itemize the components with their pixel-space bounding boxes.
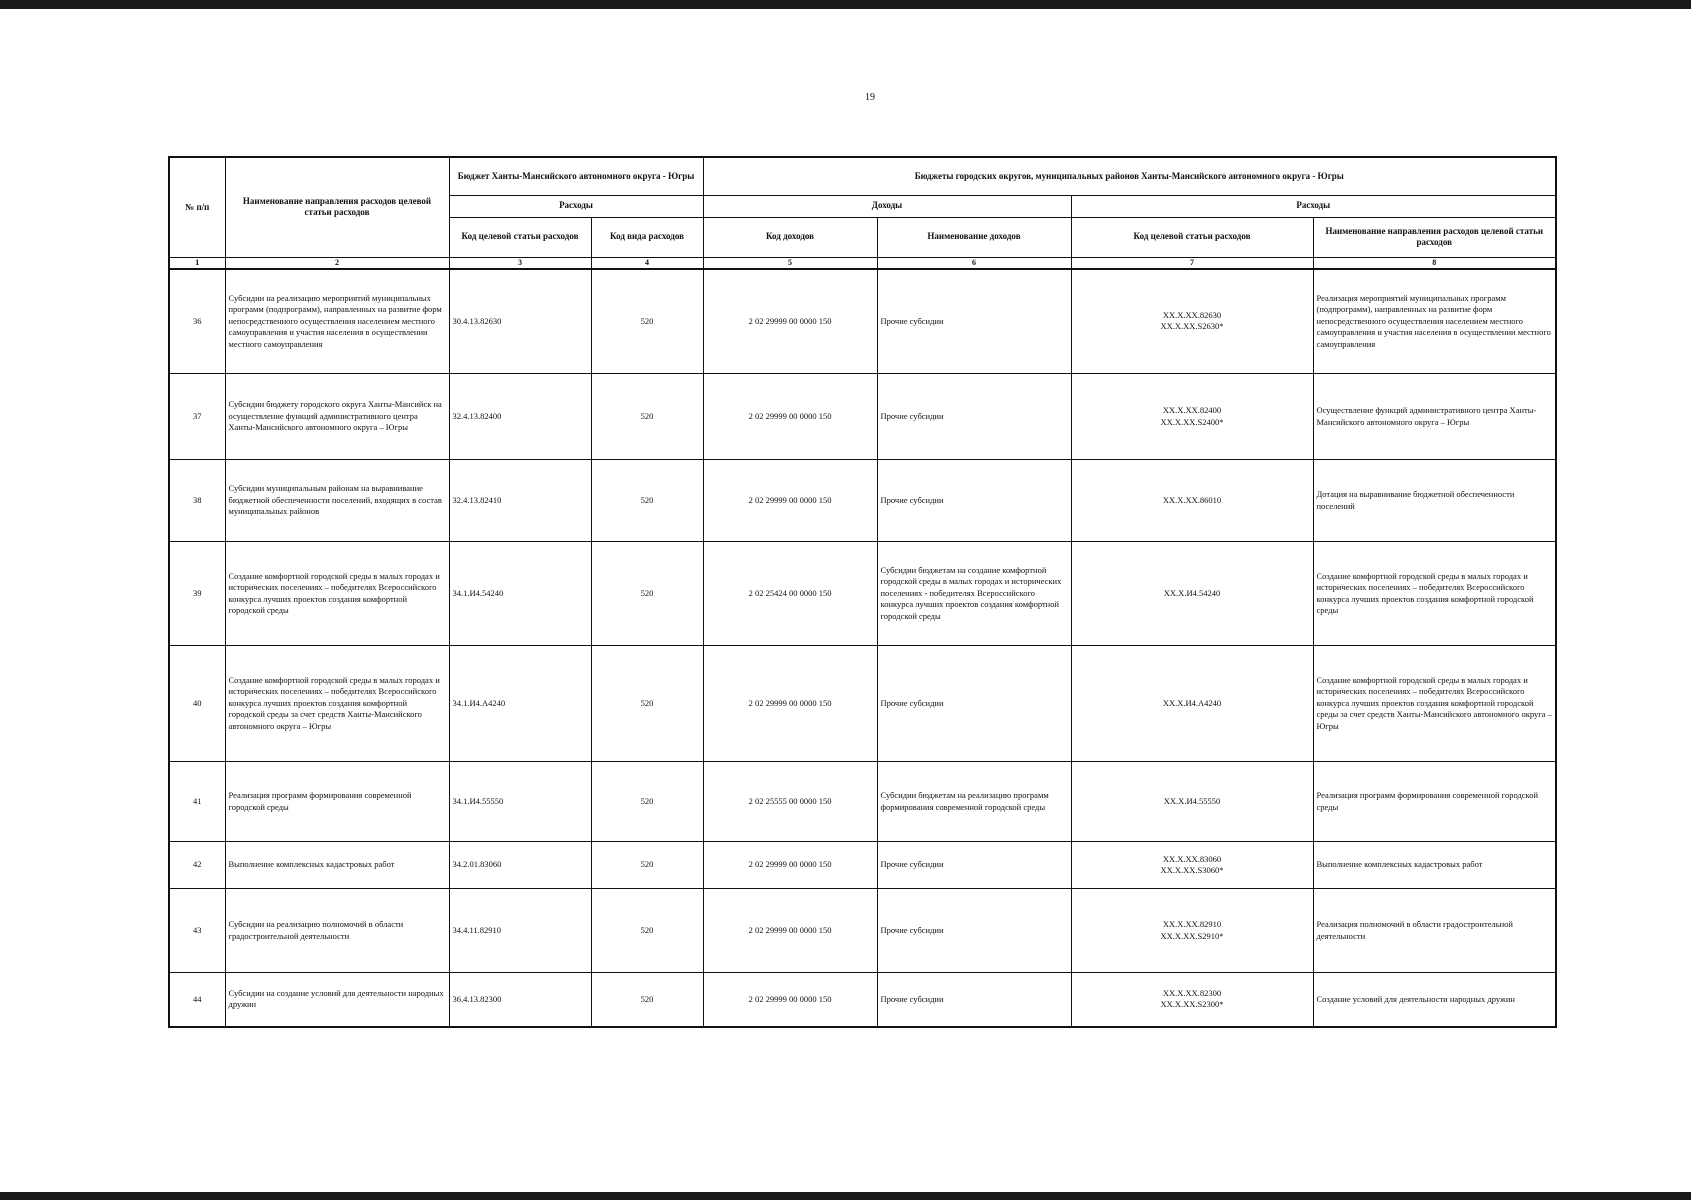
income-name: Прочие субсидии <box>877 269 1071 374</box>
target-code: 34.4.11.82910 <box>449 889 591 973</box>
header-municipal-budgets: Бюджеты городских округов, муниципальных районов Ханты-Мансийского автономного округа - Югры <box>703 157 1556 195</box>
table-row <box>169 269 1556 374</box>
column-number: 6 <box>877 257 1071 269</box>
expense-name: Выполнение комплексных кадастровых работ <box>225 842 449 889</box>
type-code: 520 <box>591 269 703 374</box>
municipal-code: XX.X.XX.S2910* <box>1160 930 1224 941</box>
table-row <box>169 762 1556 842</box>
row-number: 44 <box>169 973 225 1027</box>
header-row-number: № п/п <box>169 157 225 257</box>
column-number: 2 <box>225 257 449 269</box>
type-code: 520 <box>591 460 703 542</box>
income-name: Прочие субсидии <box>877 889 1071 973</box>
header-type-code: Код вида расходов <box>591 217 703 257</box>
income-code: 2 02 25424 00 0000 150 <box>703 542 877 646</box>
income-name: Прочие субсидии <box>877 973 1071 1027</box>
municipal-target-codes <box>1071 374 1313 460</box>
municipal-expense-name: Создание комфортной городской среды в малых городах и исторических поселениях – победителях Всероссийского конкурса лучших проектов создания комфортной городской среды за счет средств Ханты-Мансийского автономного округа – Югры <box>1313 646 1556 762</box>
municipal-target-codes <box>1071 460 1313 542</box>
income-code: 2 02 29999 00 0000 150 <box>703 374 877 460</box>
expense-name: Реализация программ формирования современной городской среды <box>225 762 449 842</box>
municipal-code: XX.X.XX.86010 <box>1162 494 1222 505</box>
expense-name: Субсидии на создание условий для деятельности народных дружин <box>225 973 449 1027</box>
budget-classification-table <box>168 156 1557 1028</box>
column-number: 4 <box>591 257 703 269</box>
municipal-target-codes <box>1071 646 1313 762</box>
expense-name: Создание комфортной городской среды в малых городах и исторических поселениях – победителях Всероссийского конкурса лучших проектов создания комфортной городской среды <box>225 542 449 646</box>
municipal-code: XX.X.XX.83060 <box>1162 853 1222 864</box>
type-code: 520 <box>591 842 703 889</box>
row-number: 42 <box>169 842 225 889</box>
municipal-expense-name: Реализация мероприятий муниципальных программ (подпрограмм), направленных на развитие форм непосредственного осуществления населением местного самоуправления и участия населения в осуществлении местного самоуправления <box>1313 269 1556 374</box>
income-code: 2 02 29999 00 0000 150 <box>703 460 877 542</box>
municipal-code: XX.X.XX.S2630* <box>1160 321 1224 332</box>
type-code: 520 <box>591 374 703 460</box>
income-code: 2 02 25555 00 0000 150 <box>703 762 877 842</box>
column-number: 7 <box>1071 257 1313 269</box>
municipal-code: XX.X.XX.S3060* <box>1160 865 1224 875</box>
municipal-code: XX.X.XX.82630 <box>1162 309 1222 320</box>
municipal-target-codes <box>1071 542 1313 646</box>
column-number: 8 <box>1313 257 1556 269</box>
table-row <box>169 460 1556 542</box>
page-number: 19 <box>865 92 875 103</box>
table-row <box>169 374 1556 460</box>
municipal-code: XX.X.XX.82910 <box>1162 919 1222 929</box>
target-code: 30.4.13.82630 <box>449 269 591 374</box>
municipal-expense-name: Создание комфортной городской среды в малых городах и исторических поселениях – победителях Всероссийского конкурса лучших проектов создания комфортной городской среды <box>1313 542 1556 646</box>
income-code: 2 02 29999 00 0000 150 <box>703 973 877 1027</box>
municipal-code: XX.X.XX.82400 <box>1162 405 1222 415</box>
header-municipal-target-code: Код целевой статьи расходов <box>1071 217 1313 257</box>
income-name: Субсидии бюджетам на реализацию программ формирования современной городской среды <box>877 762 1071 842</box>
municipal-code: XX.X.XX.82300 <box>1162 987 1222 998</box>
target-code: 34.2.01.83060 <box>449 842 591 889</box>
municipal-target-codes <box>1071 973 1313 1027</box>
municipal-code: XX.X.И4.55550 <box>1163 795 1221 806</box>
income-name: Прочие субсидии <box>877 842 1071 889</box>
municipal-code: XX.X.XX.S2400* <box>1160 416 1224 427</box>
municipal-code: XX.X.И4.А4240 <box>1162 697 1222 708</box>
row-number: 43 <box>169 889 225 973</box>
income-code: 2 02 29999 00 0000 150 <box>703 889 877 973</box>
type-code: 520 <box>591 542 703 646</box>
municipal-expense-name: Создание условий для деятельности народных дружин <box>1313 973 1556 1027</box>
municipal-expense-name: Реализация полномочий в области градостроительной деятельности <box>1313 889 1556 973</box>
table-row <box>169 542 1556 646</box>
target-code: 34.1.И4.54240 <box>449 542 591 646</box>
column-number: 5 <box>703 257 877 269</box>
expense-name: Субсидии на реализацию мероприятий муниципальных программ (подпрограмм), направленных на развитие форм непосредственного осуществления населением местного самоуправления и участия населения в осуществлении местного самоуправления <box>225 269 449 374</box>
scan-border-bottom <box>0 1192 1691 1200</box>
expense-name: Создание комфортной городской среды в малых городах и исторических поселениях – победителях Всероссийского конкурса лучших проектов создания комфортной городской среды за счет средств Ханты-Мансийского автономного округа – Югры <box>225 646 449 762</box>
municipal-expense-name: Выполнение комплексных кадастровых работ <box>1313 842 1556 889</box>
header-okrug-budget: Бюджет Ханты-Мансийского автономного округа - Югры <box>449 157 703 195</box>
header-income-code: Код доходов <box>703 217 877 257</box>
municipal-expense-name: Дотация на выравнивание бюджетной обеспеченности поселений <box>1313 460 1556 542</box>
type-code: 520 <box>591 973 703 1027</box>
header-municipal-expenses: Расходы <box>1071 195 1556 217</box>
target-code: 32.4.13.82400 <box>449 374 591 460</box>
row-number: 37 <box>169 374 225 460</box>
municipal-target-codes <box>1071 889 1313 973</box>
table-row <box>169 973 1556 1027</box>
income-name: Прочие субсидии <box>877 460 1071 542</box>
header-municipal-expense-name: Наименование направления расходов целевой статьи расходов <box>1313 217 1556 257</box>
header-okrug-expenses: Расходы <box>449 195 703 217</box>
expense-name: Субсидии муниципальным районам на выравнивание бюджетной обеспеченности поселений, входящих в состав муниципальных районов <box>225 460 449 542</box>
municipal-code: XX.X.И4.54240 <box>1163 587 1221 598</box>
municipal-expense-name: Осуществление функций административного центра Ханты-Мансийского автономного округа – Югры <box>1313 374 1556 460</box>
municipal-code: XX.X.XX.S2300* <box>1160 999 1224 1010</box>
table-row <box>169 889 1556 973</box>
income-code: 2 02 29999 00 0000 150 <box>703 842 877 889</box>
row-number: 40 <box>169 646 225 762</box>
municipal-expense-name: Реализация программ формирования современной городской среды <box>1313 762 1556 842</box>
column-number: 3 <box>449 257 591 269</box>
municipal-target-codes <box>1071 762 1313 842</box>
income-name: Субсидии бюджетам на создание комфортной городской среды в малых городах и исторических поселениях - победителях Всероссийского конкурса лучших проектов создания комфортной городской среды <box>877 542 1071 646</box>
row-number: 38 <box>169 460 225 542</box>
target-code: 32.4.13.82410 <box>449 460 591 542</box>
income-name: Прочие субсидии <box>877 646 1071 762</box>
expense-name: Субсидии бюджету городского округа Ханты-Мансийск на осуществление функций административного центра Ханты-Мансийского автономного округа – Югры <box>225 374 449 460</box>
scan-border-top <box>0 0 1691 9</box>
target-code: 34.1.И4.55550 <box>449 762 591 842</box>
income-code: 2 02 29999 00 0000 150 <box>703 269 877 374</box>
expense-name: Субсидии на реализацию полномочий в области градостроительной деятельности <box>225 889 449 973</box>
type-code: 520 <box>591 762 703 842</box>
header-income-name: Наименование доходов <box>877 217 1071 257</box>
target-code: 36.4.13.82300 <box>449 973 591 1027</box>
row-number: 39 <box>169 542 225 646</box>
type-code: 520 <box>591 889 703 973</box>
header-municipal-income: Доходы <box>703 195 1071 217</box>
column-number: 1 <box>169 257 225 269</box>
header-expense-name: Наименование направления расходов целевой статьи расходов <box>225 157 449 257</box>
table-row <box>169 842 1556 889</box>
header-target-code: Код целевой статьи расходов <box>449 217 591 257</box>
table-row <box>169 646 1556 762</box>
type-code: 520 <box>591 646 703 762</box>
municipal-target-codes <box>1071 269 1313 374</box>
target-code: 34.1.И4.А4240 <box>449 646 591 762</box>
municipal-target-codes <box>1071 842 1313 889</box>
row-number: 41 <box>169 762 225 842</box>
income-code: 2 02 29999 00 0000 150 <box>703 646 877 762</box>
row-number: 36 <box>169 269 225 374</box>
income-name: Прочие субсидии <box>877 374 1071 460</box>
